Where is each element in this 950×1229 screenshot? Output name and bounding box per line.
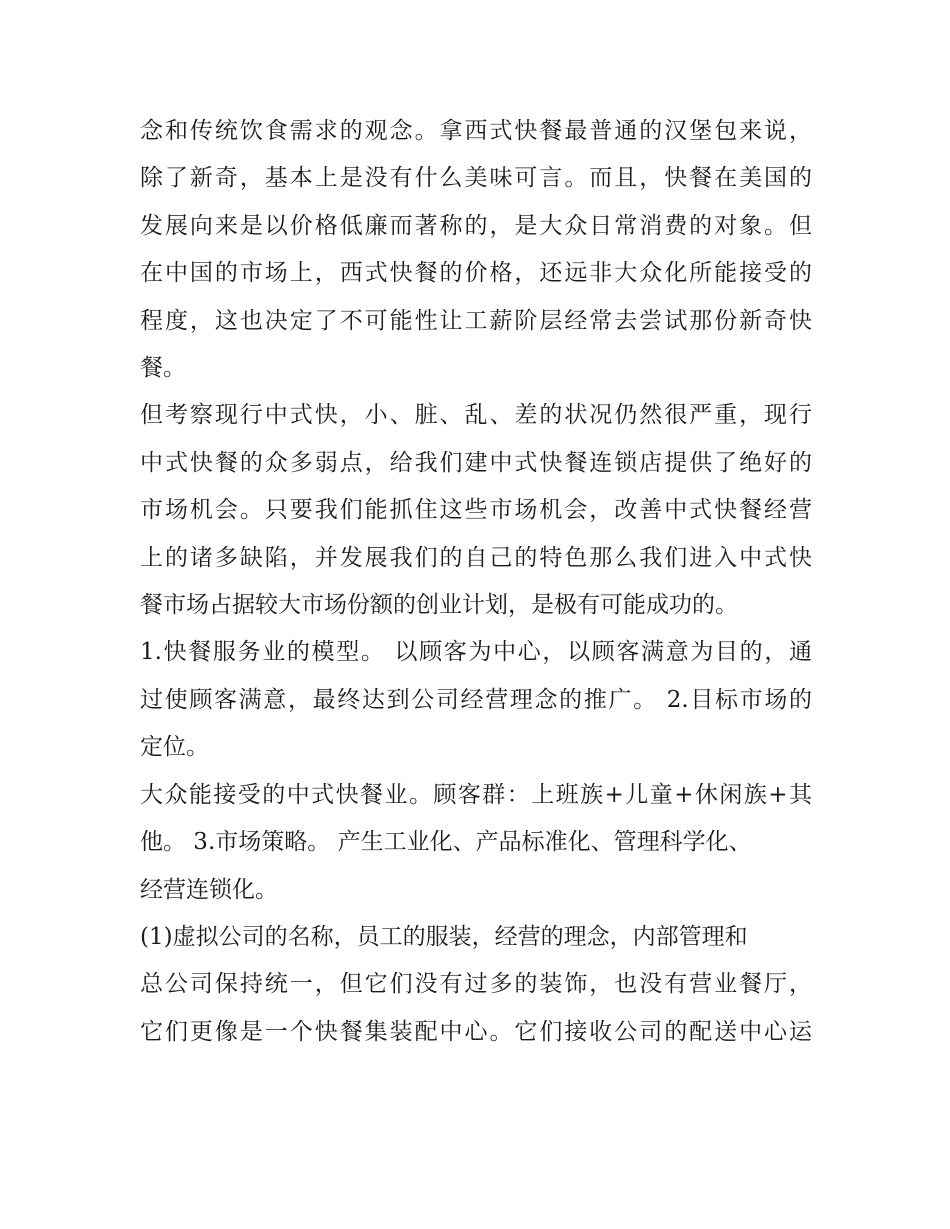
text-line: 他。 3.市场策略。 产生工业化、产品标准化、管理科学化、 [140, 829, 752, 856]
text-line: 大众能接受的中式快餐业。顾客群：上班族+儿童+休闲族+其 [140, 781, 812, 808]
paragraph-chinese-fast-food-opportunity [140, 392, 812, 629]
text-line: 除了新奇，基本上是没有什么美味可言。而且，快餐在美国的 [140, 165, 812, 192]
text-line: 市场机会。只要我们能抓住这些市场机会，改善中式快餐经营 [140, 497, 812, 524]
text-line: 经营连锁化。 [140, 876, 278, 903]
text-line: 过使顾客满意，最终达到公司经营理念的推广。 2.目标市场的 [140, 686, 812, 713]
paragraph-target-market [140, 772, 812, 914]
paragraph-service-model [140, 629, 812, 771]
text-line: 程度，这也决定了不可能性让工薪阶层经常去尝试那份新奇快 [140, 307, 812, 334]
text-line: 定位。 [140, 734, 209, 761]
paragraph-virtual-company [140, 914, 812, 1056]
text-line: (1)虚拟公司的名称，员工的服装，经营的理念，内部管理和 [140, 923, 748, 950]
text-line: 餐。 [140, 355, 186, 382]
text-line: 发展向来是以价格低廉而著称的，是大众日常消费的对象。但 [140, 212, 812, 239]
text-line: 中式快餐的众多弱点，给我们建中式快餐连锁店提供了绝好的 [140, 449, 812, 476]
text-line: 它们更像是一个快餐集装配中心。它们接收公司的配送中心运 [140, 1018, 812, 1045]
text-line: 但考察现行中式快，小、脏、乱、差的状况仍然很严重，现行 [140, 402, 812, 429]
text-line: 上的诸多缺陷，并发展我们的自己的特色那么我们进入中式快 [140, 544, 812, 571]
text-line: 1.快餐服务业的模型。 以顾客为中心，以顾客满意为目的，通 [140, 639, 812, 666]
text-line: 念和传统饮食需求的观念。拿西式快餐最普通的汉堡包来说， [140, 118, 812, 144]
text-line: 餐市场占据较大市场份额的创业计划，是极有可能成功的。 [140, 592, 738, 619]
paragraph-western-fast-food [140, 108, 812, 392]
text-line: 总公司保持统一，但它们没有过多的装饰，也没有营业餐厅， [140, 971, 812, 998]
text-line: 在中国的市场上，西式快餐的价格，还远非大众化所能接受的 [140, 260, 812, 287]
document-body [140, 108, 812, 1056]
